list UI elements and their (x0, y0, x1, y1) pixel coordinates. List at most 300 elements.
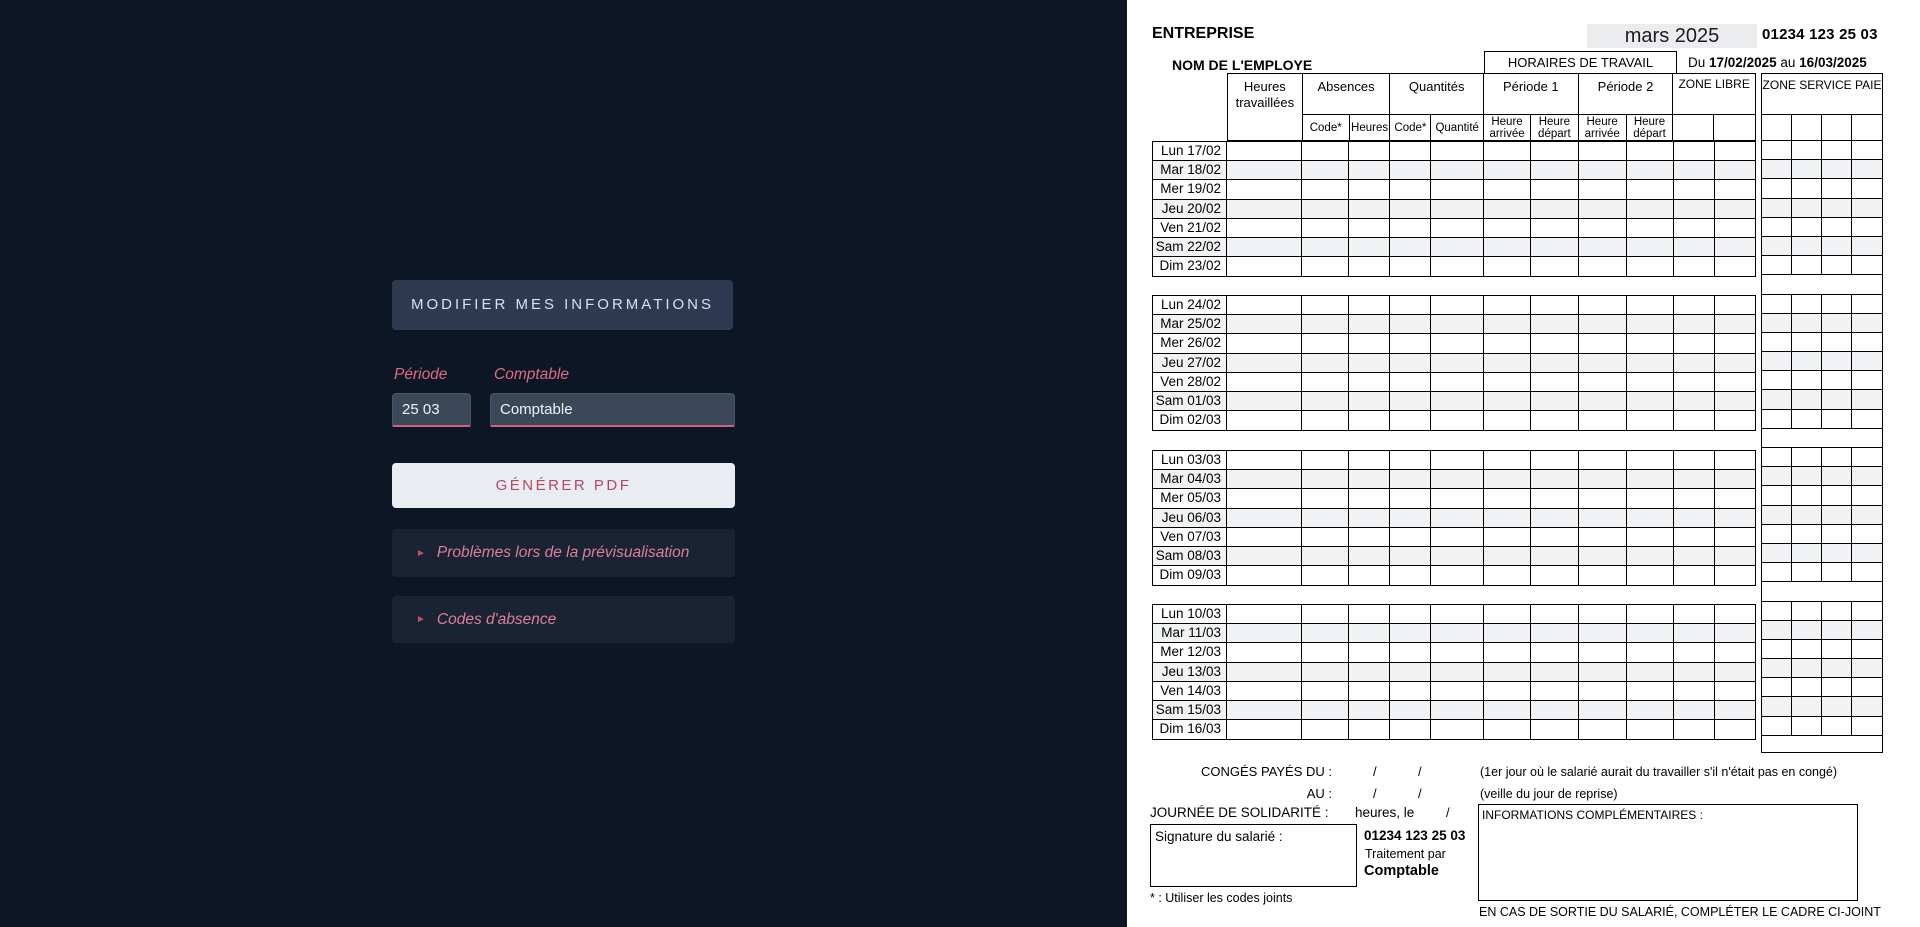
empty-cell (1431, 605, 1484, 623)
empty-cell (1627, 720, 1674, 739)
empty-cell (1227, 470, 1302, 488)
timesheet-row (1153, 180, 1755, 199)
empty-cell (1227, 238, 1302, 256)
empty-cell (1579, 142, 1627, 160)
empty-cell (1349, 411, 1390, 430)
zone-service-gap-row (1762, 582, 1882, 601)
empty-cell (1715, 142, 1755, 160)
empty-cell (1484, 200, 1531, 218)
date-slash: / (1373, 786, 1377, 801)
empty-cell (1227, 142, 1302, 160)
date-cell: Mar 04/03 (1153, 470, 1227, 488)
date-cell: Ven 07/03 (1153, 528, 1227, 546)
empty-cell (1484, 509, 1531, 527)
empty-cell (1390, 373, 1431, 391)
date-cell: Mar 18/02 (1153, 161, 1227, 179)
empty-cell (1531, 451, 1579, 469)
timesheet-row (1153, 219, 1755, 238)
empty-cell (1674, 180, 1715, 198)
empty-cell (1390, 566, 1431, 585)
empty-cell (1674, 720, 1715, 739)
empty-cell (1627, 682, 1674, 700)
codes-footnote: * : Utiliser les codes joints (1150, 891, 1293, 905)
timesheet-row (1153, 624, 1755, 643)
empty-cell (1349, 161, 1390, 179)
collapsible-preview-problems-label: Problèmes lors de la prévisualisation (436, 544, 690, 561)
empty-cell (1431, 392, 1484, 410)
zone-service-subheader (1762, 115, 1882, 141)
empty-cell (1390, 238, 1431, 256)
empty-cell (1715, 392, 1755, 410)
col-absence-code: Code* (1303, 115, 1350, 140)
empty-cell (1227, 354, 1302, 372)
empty-cell (1431, 682, 1484, 700)
zone-service-row (1762, 448, 1882, 467)
col-zone-service-paie: ZONE SERVICE PAIE (1762, 74, 1882, 115)
accountant-input[interactable] (490, 393, 735, 427)
empty-cell (1431, 411, 1484, 430)
empty-cell (1674, 219, 1715, 237)
date-slash: / (1418, 764, 1422, 779)
zone-service-row (1762, 717, 1882, 736)
empty-cell (1302, 334, 1349, 352)
empty-cell (1579, 720, 1627, 739)
empty-cell (1227, 624, 1302, 642)
zone-service-gap-row (1762, 429, 1882, 448)
empty-cell (1715, 219, 1755, 237)
solidarity-day-label: JOURNÉE DE SOLIDARITÉ : (1150, 805, 1329, 820)
empty-cell (1627, 411, 1674, 430)
timesheet-row (1153, 720, 1755, 739)
empty-cell (1627, 354, 1674, 372)
empty-cell (1349, 334, 1390, 352)
empty-cell (1531, 354, 1579, 372)
empty-cell (1349, 315, 1390, 333)
paid-leave-from-note: (1er jour où le salarié aurait du travailler s'il n'était pas en congé) (1480, 765, 1838, 779)
empty-cell (1390, 200, 1431, 218)
timesheet-row (1153, 257, 1755, 276)
empty-cell (1674, 663, 1715, 681)
empty-cell (1579, 180, 1627, 198)
timesheet-row (1153, 315, 1755, 334)
empty-cell (1390, 296, 1431, 314)
empty-cell (1531, 180, 1579, 198)
zone-service-row (1762, 256, 1882, 275)
date-range (1688, 55, 1867, 70)
zone-service-row (1762, 199, 1882, 218)
empty-cell (1531, 315, 1579, 333)
empty-cell (1431, 200, 1484, 218)
empty-cell (1627, 643, 1674, 661)
period-input[interactable] (392, 393, 471, 427)
empty-cell (1390, 334, 1431, 352)
timesheet-row (1153, 605, 1755, 624)
empty-cell (1579, 489, 1627, 507)
empty-cell (1627, 238, 1674, 256)
date-cell: Jeu 06/03 (1153, 509, 1227, 527)
empty-cell (1674, 547, 1715, 565)
empty-cell (1715, 509, 1755, 527)
empty-cell (1302, 528, 1349, 546)
empty-cell (1349, 701, 1390, 719)
empty-cell (1431, 566, 1484, 585)
empty-cell (1627, 334, 1674, 352)
empty-cell (1227, 373, 1302, 391)
empty-cell (1484, 257, 1531, 276)
company-title: ENTREPRISE (1152, 25, 1255, 42)
empty-cell (1431, 470, 1484, 488)
empty-cell (1674, 624, 1715, 642)
empty-cell (1390, 528, 1431, 546)
date-slash: / (1418, 786, 1422, 801)
empty-cell (1674, 566, 1715, 585)
empty-cell (1674, 470, 1715, 488)
empty-cell (1431, 451, 1484, 469)
empty-cell (1531, 624, 1579, 642)
empty-cell (1484, 701, 1531, 719)
empty-cell (1715, 470, 1755, 488)
date-cell: Lun 17/02 (1153, 142, 1227, 160)
date-cell: Dim 16/03 (1153, 720, 1227, 739)
empty-cell (1627, 547, 1674, 565)
zone-service-row (1762, 352, 1882, 371)
month-field: mars 2025 (1587, 24, 1757, 48)
empty-cell (1531, 296, 1579, 314)
zone-service-row (1762, 390, 1882, 409)
empty-cell (1431, 643, 1484, 661)
empty-cell (1674, 315, 1715, 333)
empty-cell (1390, 180, 1431, 198)
employee-signature-box: Signature du salarié : (1150, 824, 1357, 887)
empty-cell (1674, 643, 1715, 661)
empty-cell (1715, 720, 1755, 739)
timesheet-row (1153, 509, 1755, 528)
empty-cell (1579, 392, 1627, 410)
week-block-1 (1152, 141, 1756, 277)
empty-cell (1484, 489, 1531, 507)
empty-cell (1431, 624, 1484, 642)
empty-cell (1627, 451, 1674, 469)
generate-pdf-button[interactable]: GÉNÉRER PDF (392, 463, 735, 508)
empty-cell (1227, 296, 1302, 314)
empty-cell (1484, 528, 1531, 546)
empty-cell (1579, 605, 1627, 623)
empty-cell (1531, 509, 1579, 527)
empty-cell (1431, 489, 1484, 507)
empty-cell (1484, 180, 1531, 198)
timesheet-row (1153, 200, 1755, 219)
empty-cell (1227, 643, 1302, 661)
empty-cell (1431, 547, 1484, 565)
empty-cell (1579, 373, 1627, 391)
empty-cell (1349, 296, 1390, 314)
empty-cell (1484, 219, 1531, 237)
col-p2-departure: Heure départ (1633, 115, 1666, 140)
empty-cell (1390, 470, 1431, 488)
empty-cell (1349, 373, 1390, 391)
empty-cell (1579, 643, 1627, 661)
empty-cell (1531, 257, 1579, 276)
empty-cell (1531, 411, 1579, 430)
empty-cell (1390, 411, 1431, 430)
zone-service-row (1762, 544, 1882, 563)
empty-cell (1531, 682, 1579, 700)
zone-libre-cell (1673, 115, 1714, 140)
zone-service-row (1762, 467, 1882, 486)
chevron-right-icon: ► (416, 614, 426, 625)
empty-cell (1390, 547, 1431, 565)
empty-cell (1674, 238, 1715, 256)
empty-cell (1431, 142, 1484, 160)
empty-cell (1627, 392, 1674, 410)
empty-cell (1349, 624, 1390, 642)
zone-service-row (1762, 697, 1882, 716)
col-quantity-value: Quantité (1435, 121, 1479, 134)
zone-service-row (1762, 506, 1882, 525)
date-cell: Mar 25/02 (1153, 315, 1227, 333)
empty-cell (1579, 470, 1627, 488)
empty-cell (1579, 296, 1627, 314)
empty-cell (1674, 161, 1715, 179)
chevron-right-icon: ► (416, 547, 426, 559)
empty-cell (1579, 509, 1627, 527)
empty-cell (1579, 334, 1627, 352)
timesheet-row (1153, 470, 1755, 489)
empty-cell (1302, 296, 1349, 314)
date-slash: / (1446, 805, 1450, 820)
empty-cell (1302, 219, 1349, 237)
col-period1: Période 1 (1484, 74, 1578, 115)
empty-cell (1674, 373, 1715, 391)
timesheet-row (1153, 238, 1755, 257)
empty-cell (1302, 682, 1349, 700)
empty-cell (1531, 547, 1579, 565)
empty-cell (1227, 701, 1302, 719)
empty-cell (1715, 180, 1755, 198)
empty-cell (1715, 566, 1755, 585)
col-period2: Période 2 (1579, 74, 1673, 115)
empty-cell (1390, 509, 1431, 527)
empty-cell (1302, 509, 1349, 527)
empty-cell (1531, 663, 1579, 681)
paid-leave-to-note: (veille du jour de reprise) (1480, 787, 1618, 801)
timesheet-row (1153, 701, 1755, 720)
zone-service-row (1762, 295, 1882, 314)
timesheet-row (1153, 334, 1755, 353)
empty-cell (1484, 142, 1531, 160)
week-block-4 (1152, 604, 1756, 740)
timesheet-row (1153, 392, 1755, 411)
empty-cell (1627, 489, 1674, 507)
empty-cell (1531, 643, 1579, 661)
zone-service-gap-row (1762, 275, 1882, 294)
empty-cell (1531, 720, 1579, 739)
zone-service-row (1762, 486, 1882, 505)
empty-cell (1484, 682, 1531, 700)
empty-cell (1674, 682, 1715, 700)
empty-cell (1484, 605, 1531, 623)
date-cell: Mer 26/02 (1153, 334, 1227, 352)
empty-cell (1627, 161, 1674, 179)
zone-service-row (1762, 371, 1882, 390)
zone-service-row (1762, 160, 1882, 179)
empty-cell (1431, 663, 1484, 681)
empty-cell (1227, 257, 1302, 276)
date-cell: Lun 10/03 (1153, 605, 1227, 623)
empty-cell (1579, 315, 1627, 333)
empty-cell (1349, 509, 1390, 527)
empty-cell (1349, 142, 1390, 160)
col-p1-arrival: Heure arrivée (1484, 115, 1531, 140)
work-schedule-title: HORAIRES DE TRAVAIL (1484, 51, 1677, 74)
additional-info-box: INFORMATIONS COMPLÉMENTAIRES : (1478, 804, 1858, 901)
empty-cell (1227, 682, 1302, 700)
empty-cell (1431, 238, 1484, 256)
col-p2-arrival: Heure arrivée (1579, 115, 1627, 140)
timesheet-row (1153, 489, 1755, 508)
processed-by-value: Comptable (1364, 863, 1439, 879)
empty-cell (1484, 161, 1531, 179)
employee-name-label: NOM DE L'EMPLOYE (1172, 57, 1313, 73)
timesheet-row (1153, 373, 1755, 392)
empty-cell (1349, 257, 1390, 276)
empty-cell (1227, 663, 1302, 681)
empty-cell (1674, 334, 1715, 352)
col-quantities: Quantités (1390, 74, 1483, 115)
empty-cell (1431, 161, 1484, 179)
empty-cell (1715, 238, 1755, 256)
empty-cell (1579, 200, 1627, 218)
empty-cell (1227, 605, 1302, 623)
empty-cell (1484, 392, 1531, 410)
empty-cell (1674, 605, 1715, 623)
empty-cell (1349, 682, 1390, 700)
empty-cell (1390, 161, 1431, 179)
empty-cell (1227, 200, 1302, 218)
empty-cell (1349, 720, 1390, 739)
empty-cell (1227, 509, 1302, 527)
empty-cell (1674, 200, 1715, 218)
empty-cell (1227, 392, 1302, 410)
pdf-preview (1127, 0, 1920, 927)
collapsible-absence-codes[interactable] (392, 596, 735, 643)
zone-service-paie-block (1761, 73, 1883, 753)
week-block-2 (1152, 295, 1756, 431)
zone-service-row (1762, 314, 1882, 333)
empty-cell (1302, 180, 1349, 198)
empty-cell (1531, 142, 1579, 160)
empty-cell (1715, 701, 1755, 719)
empty-cell (1579, 682, 1627, 700)
empty-cell (1302, 720, 1349, 739)
zone-service-row (1762, 237, 1882, 256)
empty-cell (1349, 566, 1390, 585)
empty-cell (1390, 605, 1431, 623)
empty-cell (1715, 334, 1755, 352)
empty-cell (1431, 720, 1484, 739)
date-slash: / (1373, 764, 1377, 779)
empty-cell (1302, 489, 1349, 507)
paid-leave-to-label: AU : (1306, 786, 1332, 801)
empty-cell (1302, 142, 1349, 160)
zone-service-row (1762, 640, 1882, 659)
zone-service-row (1762, 410, 1882, 429)
date-cell: Jeu 13/03 (1153, 663, 1227, 681)
empty-cell (1715, 489, 1755, 507)
empty-cell (1302, 605, 1349, 623)
empty-cell (1579, 701, 1627, 719)
col-quantity-code: Code* (1390, 115, 1431, 140)
timesheet-row (1153, 451, 1755, 470)
timesheet-row (1153, 643, 1755, 662)
modify-info-button[interactable]: MODIFIER MES INFORMATIONS (392, 280, 733, 330)
empty-cell (1349, 200, 1390, 218)
empty-cell (1531, 200, 1579, 218)
range-prefix: Du (1688, 55, 1706, 70)
empty-cell (1227, 720, 1302, 739)
range-mid: au (1780, 55, 1796, 70)
empty-cell (1302, 354, 1349, 372)
date-cell: Dim 09/03 (1153, 566, 1227, 585)
empty-cell (1627, 315, 1674, 333)
empty-cell (1484, 663, 1531, 681)
zone-service-row (1762, 218, 1882, 237)
empty-cell (1349, 528, 1390, 546)
col-hours-worked: Heures travaillées (1228, 74, 1303, 140)
range-end-date: 16/03/2025 (1799, 55, 1867, 70)
empty-cell (1674, 392, 1715, 410)
collapsible-preview-problems[interactable] (392, 529, 735, 577)
empty-cell (1579, 411, 1627, 430)
empty-cell (1579, 528, 1627, 546)
paid-leave-from-label: CONGÉS PAYÉS DU : (1201, 764, 1332, 779)
empty-cell (1227, 180, 1302, 198)
empty-cell (1227, 566, 1302, 585)
empty-cell (1484, 334, 1531, 352)
empty-cell (1627, 200, 1674, 218)
empty-cell (1674, 354, 1715, 372)
empty-cell (1390, 682, 1431, 700)
empty-cell (1627, 701, 1674, 719)
empty-cell (1674, 701, 1715, 719)
empty-cell (1302, 392, 1349, 410)
empty-cell (1674, 142, 1715, 160)
timesheet-row (1153, 663, 1755, 682)
empty-cell (1227, 528, 1302, 546)
date-cell: Ven 28/02 (1153, 373, 1227, 391)
employee-exit-note: EN CAS DE SORTIE DU SALARIÉ, COMPLÉTER LE CADRE CI-JOINT (1479, 905, 1881, 919)
empty-cell (1349, 605, 1390, 623)
empty-cell (1390, 315, 1431, 333)
empty-cell (1627, 566, 1674, 585)
col-p1-departure: Heure départ (1538, 115, 1571, 140)
empty-cell (1579, 547, 1627, 565)
empty-cell (1302, 200, 1349, 218)
empty-cell (1674, 528, 1715, 546)
empty-cell (1531, 334, 1579, 352)
empty-cell (1349, 451, 1390, 469)
empty-cell (1390, 451, 1431, 469)
empty-cell (1484, 470, 1531, 488)
empty-cell (1715, 296, 1755, 314)
empty-cell (1302, 643, 1349, 661)
timesheet-header (1227, 73, 1756, 141)
empty-cell (1627, 509, 1674, 527)
date-cell: Lun 03/03 (1153, 451, 1227, 469)
empty-cell (1390, 142, 1431, 160)
empty-cell (1349, 238, 1390, 256)
empty-cell (1715, 315, 1755, 333)
